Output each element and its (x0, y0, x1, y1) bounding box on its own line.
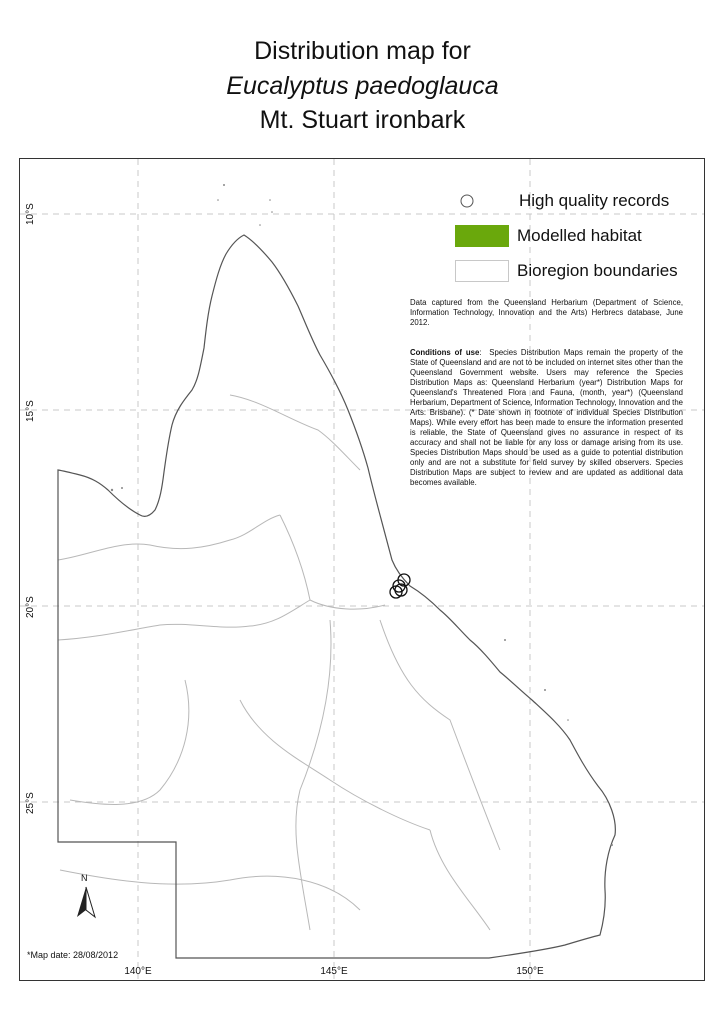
queensland-coastline (58, 235, 615, 958)
data-source-note: Data captured from the Queensland Herbarium (Department of Science, Information Technology, Innovation and the Arts) Herbrecs database, June 2012. (410, 298, 683, 327)
legend-modelled-habitat (455, 223, 642, 249)
high-quality-symbol-icon (455, 191, 511, 211)
modelled-habitat-swatch (455, 225, 509, 247)
north-label: N (81, 873, 88, 883)
legend-label-bioregion: Bioregion boundaries (517, 261, 678, 280)
conditions-of-use: Conditions of use: Species Distribution Maps remain the property of the State of Queensland and are not to be included on internet sites other than the Queensland Government website. Users may reference the Species Distribution Maps as: Queensland Herbarium (year*) Distribution Maps for Queensland's Threatened Flora and Fauna, (month, year*) (Queensland Herbarium, Department of Science, Information Technology, Innovation and the Arts: Brisbane). (* Date shown in footnote of individual Species Distribution Maps). While every effort has been made to ensure the information presented is reliable, the State of Queensland gives no assurance in respect of its accuracy and shall not be liable for any loss or damage arising from its use. Species Distribution Maps should be used as a guide to potential distribution only and are not a substitute for field survey by skilled observers. Species Distribution Maps are subject to review and are updated as additional data becomes available. (410, 348, 683, 487)
lat-label-10s: 10°S (25, 203, 36, 225)
north-arrow (72, 873, 100, 919)
lon-label-145e: 145°E (320, 966, 348, 977)
lon-label-150e: 150°E (516, 966, 544, 977)
north-arrow-icon (72, 885, 100, 921)
map-date: *Map date: 28/08/2012 (27, 950, 119, 960)
lon-label-140e: 140°E (124, 966, 152, 977)
legend-label-modelled: Modelled habitat (517, 226, 642, 245)
lat-label-25s: 25°S (25, 792, 36, 814)
legend-bioregion (455, 258, 678, 284)
lat-label-15s: 15°S (25, 400, 36, 422)
legend-high-quality (455, 188, 669, 214)
conditions-text: Species Distribution Maps remain the property of the State of Queensland and are not to be included on internet sites other than the Queensland Government website. Users may reference the Species Distribution Maps as: Queensland Herbarium (year*) Distribution Maps for Queensland's Threatened Flora and Fauna, (month, year*) (Queensland Herbarium, Department of Science, Information Technology, Innovation and the Arts: Brisbane). (* Date shown in footnote of individual Species Distribution Maps). While every effort has been made to ensure the information presented is reliable, the State of Queensland gives no assurance in respect of its accuracy and shall not be liable for any loss or damage arising from its use. Species Distribution Maps should be used as a guide to potential distribution only and are not a substitute for field survey by skilled observers. Species Distribution Maps are subject to review and are updated as additional data becomes available. (410, 348, 683, 487)
legend-label-high-quality: High quality records (519, 191, 670, 210)
lat-label-20s: 20°S (25, 596, 36, 618)
bioregion-swatch (455, 260, 509, 282)
high-quality-records (390, 574, 410, 598)
conditions-heading: Conditions of use (410, 348, 480, 357)
map-title-species: Eucalyptus paedoglauca (226, 72, 499, 100)
map-title-common-name: Mt. Stuart ironbark (259, 106, 466, 134)
map-title-line1: Distribution map for (254, 37, 471, 65)
